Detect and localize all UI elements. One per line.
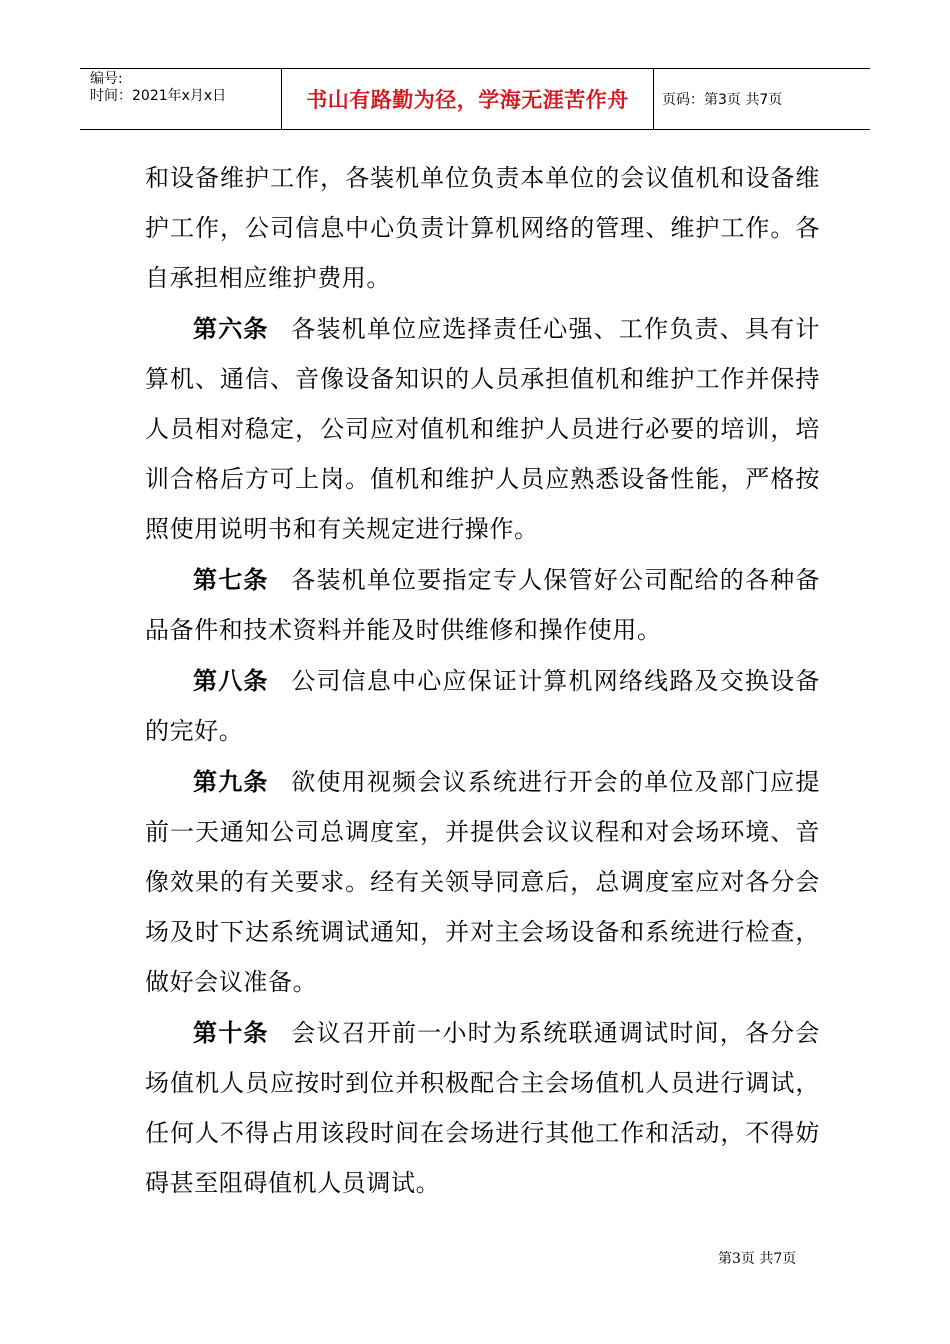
header-page-cell <box>654 69 870 129</box>
header-meta-cell <box>80 69 282 129</box>
footer-page-number: 第3页 共7页 <box>718 1251 797 1267</box>
article-8 <box>145 656 820 756</box>
article-9 <box>145 757 820 1007</box>
article-heading: 第八条 <box>193 667 269 695</box>
paragraph-text: 各装机单位应选择责任心强、工作负责、具有计算机、通信、音像设备知识的人员承担值机和维护工作并保持人员相对稳定，公司应对值机和维护人员进行必要的培训，培训合格后方可上岗。值机和维护人员应熟悉设备性能，严格按照使用说明书和有关规定进行操作。 <box>145 315 820 543</box>
header-page-number: 页码：第3页 共7页 <box>662 92 783 108</box>
document-date: 时间：2021年x月x日 <box>90 88 227 104</box>
article-heading: 第六条 <box>193 315 269 343</box>
paragraph-text: 各装机单位要指定专人保管好公司配给的各种备品备件和技术资料并能及时供维修和操作使用。 <box>145 566 820 644</box>
article-7 <box>145 555 820 655</box>
article-heading: 第九条 <box>193 768 269 796</box>
header-motto-cell <box>282 69 654 129</box>
document-body <box>145 153 820 1208</box>
article-10 <box>145 1008 820 1208</box>
document-header <box>80 68 870 130</box>
paragraph-continuation <box>145 153 820 303</box>
article-6 <box>145 304 820 554</box>
article-heading: 第七条 <box>193 566 269 594</box>
header-motto: 书山有路勤为径，学海无涯苦作舟 <box>306 88 629 112</box>
document-number-label: 编号: <box>90 71 123 87</box>
paragraph-text: 欲使用视频会议系统进行开会的单位及部门应提前一天通知公司总调度室，并提供会议议程和对会场环境、音像效果的有关要求。经有关领导同意后，总调度室应对各分会场及时下达系统调试通知，并对主会场设备和系统进行检查，做好会议准备。 <box>145 768 820 996</box>
page-footer <box>718 1248 796 1268</box>
article-heading: 第十条 <box>193 1019 269 1047</box>
paragraph-text: 会议召开前一小时为系统联通调试时间，各分会场值机人员应按时到位并积极配合主会场值机人员进行调试，任何人不得占用该段时间在会场进行其他工作和活动，不得妨碍甚至阻碍值机人员调试。 <box>145 1019 820 1197</box>
paragraph-text: 公司信息中心应保证计算机网络线路及交换设备的完好。 <box>145 667 820 745</box>
paragraph-text: 和设备维护工作，各装机单位负责本单位的会议值机和设备维护工作，公司信息中心负责计算机网络的管理、维护工作。各自承担相应维护费用。 <box>145 164 820 292</box>
